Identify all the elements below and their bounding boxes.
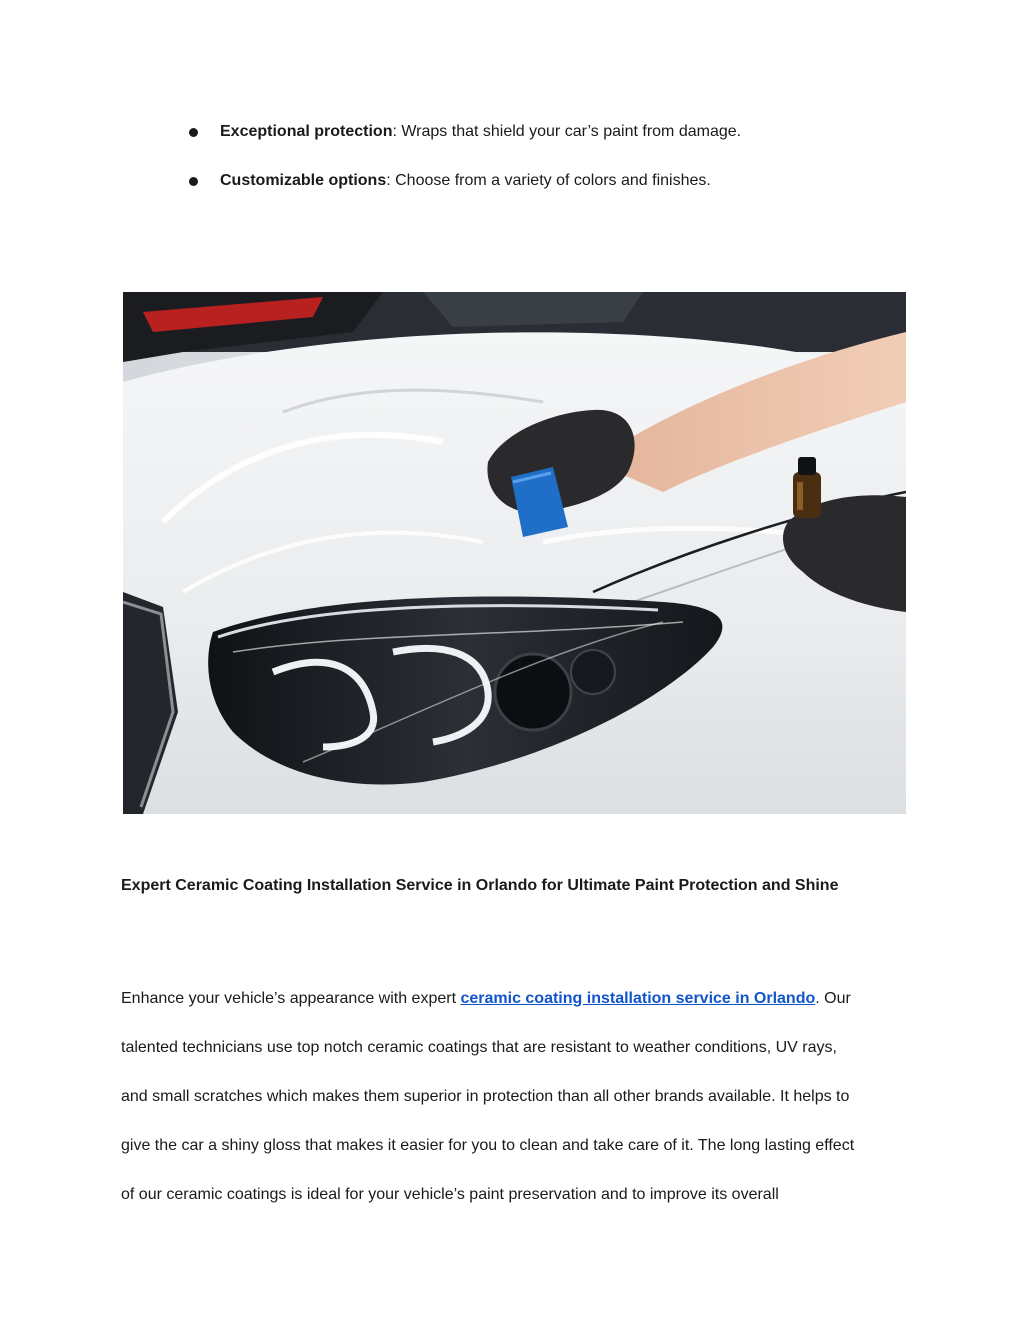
paragraph-line: of our ceramic coatings is ideal for your vehicle’s paint preservation and to improve its overall — [121, 1186, 779, 1203]
bottle-highlight — [797, 482, 803, 510]
body-paragraph — [121, 974, 911, 1219]
bullet-item-exceptional-protection — [186, 118, 946, 146]
car-headlight-photo — [123, 292, 906, 814]
paragraph-text: . Our — [815, 990, 851, 1007]
headlight-projector-lens — [495, 654, 571, 730]
bullet-dot-icon — [189, 177, 198, 186]
background-car-roof — [423, 292, 643, 327]
bullet-text: : Wraps that shield your car’s paint from damage. — [392, 123, 742, 140]
headlight-projector-lens — [571, 650, 615, 694]
bullet-item-customizable-options — [186, 167, 946, 195]
bottle-cap-icon — [798, 457, 816, 475]
bullet-term: Exceptional protection — [220, 123, 393, 140]
paragraph-line: and small scratches which makes them superior in protection than all other brands available. It helps to — [121, 1088, 850, 1105]
bullet-text: : Choose from a variety of colors and finishes. — [386, 172, 711, 189]
car-headlight-ceramic-coating-illustration — [123, 292, 906, 814]
section-heading: Expert Ceramic Coating Installation Service in Orlando for Ultimate Paint Protection and Shine — [121, 877, 839, 894]
paragraph-text: Enhance your vehicle’s appearance with expert — [121, 990, 461, 1007]
ceramic-coating-service-link[interactable]: ceramic coating installation service in Orlando — [460, 990, 816, 1007]
bullet-term: Customizable options — [220, 172, 387, 189]
paragraph-line: talented technicians use top notch ceramic coatings that are resistant to weather conditions, UV rays, — [121, 1039, 837, 1056]
bullet-dot-icon — [189, 128, 198, 137]
feature-bullet-list — [186, 118, 946, 216]
paragraph-line: give the car a shiny gloss that makes it easier for you to clean and take care of it. The long lasting effect — [121, 1137, 855, 1154]
paragraph-line — [121, 974, 911, 1023]
